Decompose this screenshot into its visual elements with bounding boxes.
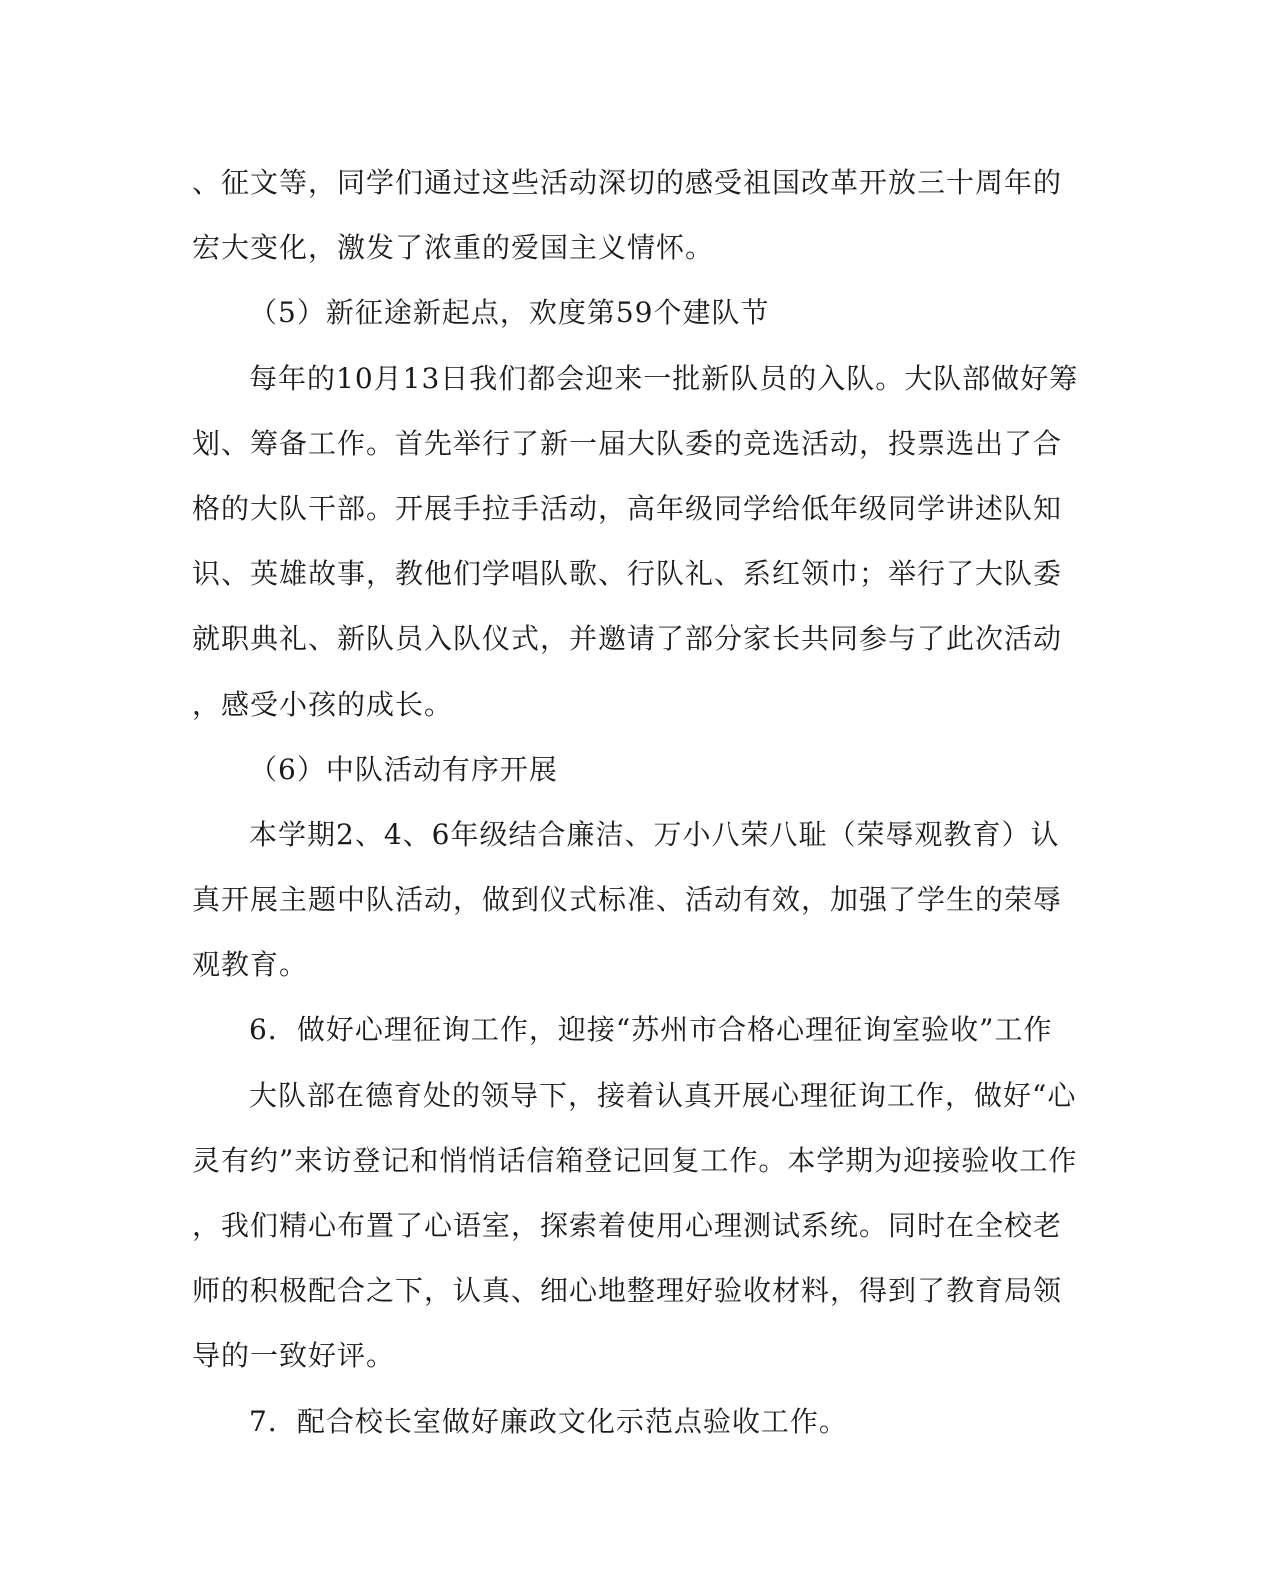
paragraph-line: 宏大变化，激发了浓重的爱国主义情怀。 [192, 231, 715, 265]
document-body [192, 150, 1079, 1454]
section-heading: 7．配合校长室做好廉政文化示范点验收工作。 [249, 1404, 848, 1438]
paragraph-line: 每年的10月13日我们都会迎来一批新队员的入队。大队部做好筹 [249, 361, 1079, 395]
paragraph-line: 导的一致好评。 [192, 1339, 396, 1373]
section-heading: 6．做好心理征询工作，迎接“苏州市合格心理征询室验收”工作 [249, 1013, 1053, 1047]
paragraph-line: 灵有约”来访登记和悄悄话信箱登记回复工作。本学期为迎接验收工作 [192, 1143, 1078, 1177]
paragraph-line: 大队部在德育处的领导下，接着认真开展心理征询工作，做好“心 [249, 1078, 1077, 1112]
paragraph-line: 本学期2、4、6年级结合廉洁、万小八荣八耻（荣辱观教育）认 [249, 817, 1060, 851]
paragraph-line: 识、英雄故事，教他们学唱队歌、行队礼、系红领巾；举行了大队委 [192, 557, 1063, 591]
section-heading: （6）中队活动有序开展 [249, 752, 558, 786]
paragraph-line: 师的积极配合之下，认真、细心地整理好验收材料，得到了教育局领 [192, 1274, 1063, 1308]
paragraph-line: 真开展主题中队活动，做到仪式标准、活动有效，加强了学生的荣辱 [192, 883, 1063, 917]
paragraph-line: 观教育。 [192, 948, 309, 982]
paragraph-line: ，感受小孩的成长。 [192, 687, 454, 721]
paragraph-line: 就职典礼、新队员入队仪式，并邀请了部分家长共同参与了此次活动 [192, 622, 1063, 656]
paragraph-line: 、征文等，同学们通过这些活动深切的感受祖国改革开放三十周年的 [192, 166, 1063, 199]
paragraph-line: 划、筹备工作。首先举行了新一届大队委的竞选活动，投票选出了合 [192, 426, 1063, 460]
paragraph-line: 格的大队干部。开展手拉手活动，高年级同学给低年级同学讲述队知 [192, 491, 1063, 525]
section-heading: （5）新征途新起点，欢度第59个建队节 [249, 296, 770, 330]
paragraph-line: ，我们精心布置了心语室，探索着使用心理测试系统。同时在全校老 [192, 1209, 1063, 1242]
